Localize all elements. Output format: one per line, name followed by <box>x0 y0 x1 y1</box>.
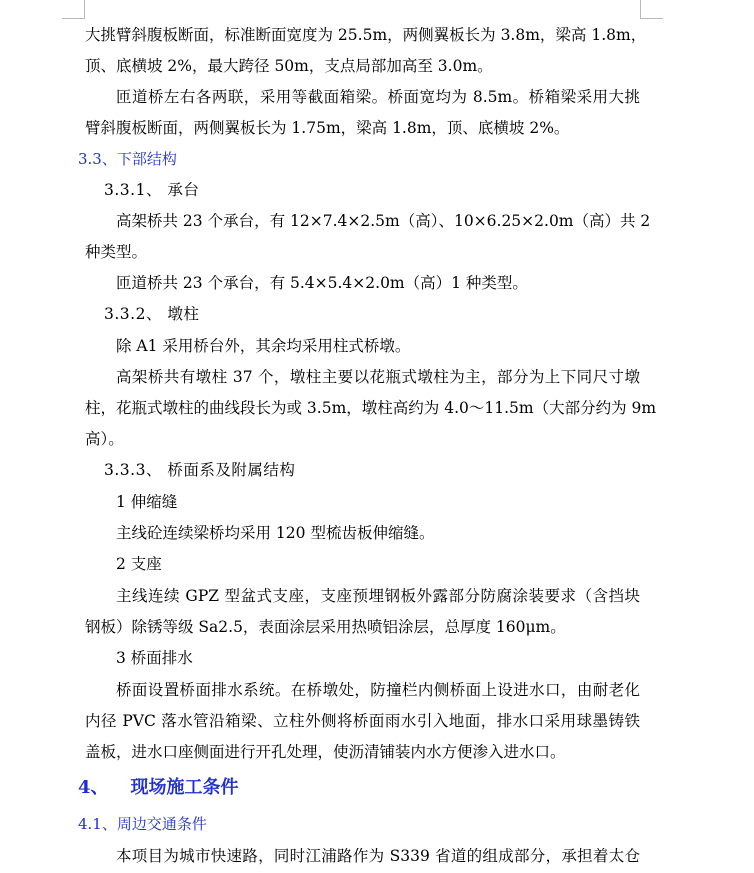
item-heading-expansion-joint: 1 伸缩缝 <box>116 493 178 511</box>
paragraph-line: 高）。 <box>85 430 124 448</box>
paragraph-line: 盖板，进水口座侧面进行开孔处理，使沥清铺装内水方便渗入进水口。 <box>85 743 566 761</box>
paragraph-line: 主线连续 GPZ 型盆式支座，支座预埋钢板外露部分防腐涂装要求（含挡块 <box>116 587 640 605</box>
chapter-heading-4: 4、 现场施工条件 <box>78 777 239 798</box>
paragraph-line: 高架桥共有墩柱 37 个，墩柱主要以花瓶式墩柱为主，部分为上下同尺寸墩 <box>116 368 640 386</box>
item-heading-bearing: 2 支座 <box>116 555 162 573</box>
subsection-heading-3-3-1: 3.3.1、 承台 <box>104 181 200 199</box>
subsection-heading-3-3-2: 3.3.2、 墩柱 <box>104 305 200 323</box>
paragraph-line: 顶、底横坡 2%，最大跨径 50m，支点局部加高至 3.0m。 <box>85 57 493 75</box>
page-corner-mark-left <box>62 0 85 19</box>
paragraph-line: 内径 PVC 落水管沿箱梁、立柱外侧将桥面雨水引入地面，排水口采用球墨铸铁 <box>85 712 640 730</box>
paragraph-line: 高架桥共 23 个承台，有 12×7.4×2.5m（高）、10×6.25×2.0m（高）共 2 <box>116 212 651 230</box>
paragraph-line: 柱，花瓶式墩柱的曲线段长为或 3.5m，墩柱高约为 4.0～11.5m（大部分约为 9m <box>85 399 657 417</box>
paragraph-line: 钢板）除锈等级 Sa2.5，表面涂层采用热喷铝涂层，总厚度 160μm。 <box>85 618 566 636</box>
paragraph-line: 本项目为城市快速路，同时江浦路作为 S339 省道的组成部分，承担着太仓 <box>116 847 640 865</box>
paragraph-line: 种类型。 <box>85 243 148 261</box>
paragraph-line: 匝道桥共 23 个承台，有 5.4×5.4×2.0m（高）1 种类型。 <box>116 274 528 292</box>
paragraph-line: 臂斜腹板断面，两侧翼板长为 1.75m，梁高 1.8m，顶、底横坡 2%。 <box>85 119 570 137</box>
page-corner-mark-right <box>640 0 663 19</box>
subsection-heading-3-3-3: 3.3.3、 桥面系及附属结构 <box>104 461 296 479</box>
paragraph-line: 大挑臂斜腹板断面，标准断面宽度为 25.5m，两侧翼板长为 3.8m，梁高 1.8m， <box>85 26 647 44</box>
item-heading-deck-drainage: 3 桥面排水 <box>116 649 193 667</box>
paragraph-line: 匝道桥左右各两联，采用等截面箱梁。桥面宽均为 8.5m。桥箱梁采用大挑 <box>116 88 640 106</box>
section-heading-4-1: 4.1、周边交通条件 <box>78 815 207 833</box>
paragraph-line: 主线砼连续梁桥均采用 120 型梳齿板伸缩缝。 <box>116 524 435 542</box>
paragraph-line: 桥面设置桥面排水系统。在桥墩处，防撞栏内侧桥面上设进水口，由耐老化 <box>116 681 640 699</box>
paragraph-line: 除 A1 采用桥台外，其余均采用柱式桥墩。 <box>116 337 411 355</box>
section-heading-3-3: 3.3、下部结构 <box>78 150 177 168</box>
